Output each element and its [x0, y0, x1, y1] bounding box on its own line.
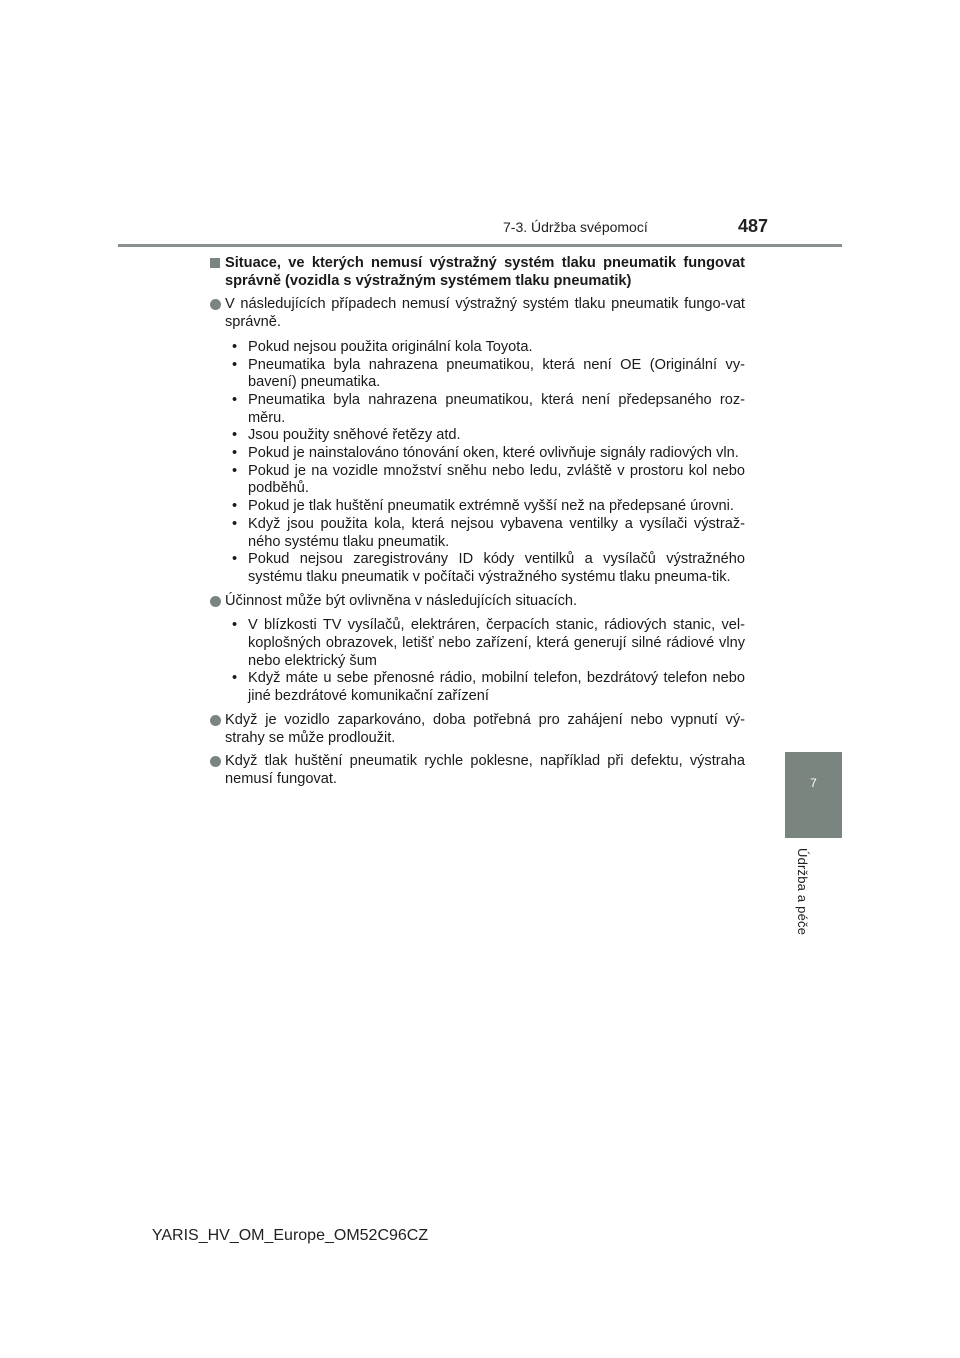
- sub-list-item-text: Když jsou použita kola, která nejsou vybavena ventilky a vysílači výstraž-ného systému tlaku pneumatik.: [248, 515, 745, 550]
- sub-list-item-text: Pokud je tlak huštění pneumatik extrémně vyšší než na předepsané úrovni.: [248, 498, 734, 515]
- sub-list-item: [210, 463, 745, 498]
- dot-bullet-icon: •: [232, 462, 238, 479]
- list-item-text: V následujících případech nemusí výstražný systém tlaku pneumatik fungo-vat správně.: [225, 296, 745, 331]
- dot-bullet-icon: •: [232, 498, 238, 515]
- circle-bullet-icon: [210, 596, 221, 607]
- dot-bullet-icon: •: [232, 670, 238, 687]
- sub-list-item: [210, 392, 745, 427]
- sub-list-item-text: Pokud je na vozidle množství sněhu nebo ledu, zvláště v prostoru kol nebo podběhů.: [248, 462, 745, 497]
- dot-bullet-icon: •: [232, 391, 238, 408]
- sub-list-item-text: Jsou použity sněhové řetězy atd.: [248, 427, 461, 444]
- section-heading: [210, 255, 745, 290]
- list-item-text: Když tlak huštění pneumatik rychle poklesne, například při defektu, výstraha nemusí fungovat.: [225, 753, 745, 787]
- sub-list-item: [210, 551, 745, 586]
- sub-list-item-text: Když máte u sebe přenosné rádio, mobilní telefon, bezdrátový telefon nebo jiné bezdrátové komunikační zařízení: [248, 670, 745, 705]
- sub-list-item-text: V blízkosti TV vysílačů, elektráren, čerpacích stanic, rádiových stanic, vel-koplošných obrazovek, letišť nebo zařízení, která generují silné rádiové vlny nebo elektrický šum: [248, 617, 745, 669]
- list-item: [210, 753, 745, 788]
- chapter-tab: [785, 752, 842, 838]
- dot-bullet-icon: •: [232, 617, 238, 634]
- sub-list-item: [210, 357, 745, 392]
- list-item-text: Když je vozidlo zaparkováno, doba potřebná pro zahájení nebo vypnutí vý-strahy se může prodloužit.: [225, 711, 745, 746]
- list-item: [210, 593, 745, 611]
- square-bullet-icon: [210, 258, 220, 268]
- circle-bullet-icon: [210, 715, 221, 726]
- sub-list-item: [210, 427, 745, 445]
- sub-list: [210, 617, 745, 706]
- header-section-title: 7-3. Údržba svépomocí: [503, 219, 648, 235]
- sub-list-item: [210, 617, 745, 670]
- sub-list-item-text: Pokud nejsou použita originální kola Toyota.: [248, 338, 533, 355]
- dot-bullet-icon: •: [232, 356, 238, 373]
- sub-list: [210, 339, 745, 587]
- list-item: [210, 712, 745, 747]
- section-heading-text: Situace, ve kterých nemusí výstražný systém tlaku pneumatik fungovat správně (vozidla s výstražným systémem tlaku pneumatik): [225, 255, 745, 289]
- dot-bullet-icon: •: [232, 427, 238, 444]
- sub-list-item: [210, 516, 745, 551]
- sub-list-item-text: Pokud nejsou zaregistrovány ID kódy ventilků a vysílačů výstražného systému tlaku pneumatik v počítači výstražného systému tlaku pneuma-tik.: [248, 551, 745, 585]
- chapter-number: 7: [810, 776, 817, 790]
- footer: [0, 1227, 960, 1245]
- sub-list-item: [210, 498, 745, 516]
- list-item-text: Účinnost může být ovlivněna v následujících situacích.: [225, 592, 578, 609]
- page-number: 487: [738, 216, 769, 236]
- dot-bullet-icon: •: [232, 551, 238, 568]
- dot-bullet-icon: •: [232, 445, 238, 462]
- circle-bullet-icon: [210, 756, 221, 767]
- sub-list-item: [210, 339, 745, 357]
- sub-list-item-text: Pneumatika byla nahrazena pneumatikou, která není předepsaného roz-měru.: [248, 391, 745, 426]
- sub-list-item: [210, 670, 745, 705]
- header-divider: [118, 244, 842, 247]
- dot-bullet-icon: •: [232, 338, 238, 355]
- chapter-side-label: Údržba a péče: [795, 848, 810, 936]
- sub-list-item: [210, 445, 745, 463]
- circle-bullet-icon: [210, 299, 221, 310]
- main-content: [210, 255, 745, 789]
- sub-list-item-text: Pokud je nainstalováno tónování oken, které ovlivňuje signály radiových vln.: [248, 445, 739, 462]
- footer-doc-id: YARIS_HV_OM_Europe_OM52C96CZ: [151, 1227, 429, 1244]
- sub-list-item-text: Pneumatika byla nahrazena pneumatikou, která není OE (Originální vy-bavení) pneumatika.: [248, 356, 745, 391]
- list-item: [210, 296, 745, 331]
- dot-bullet-icon: •: [232, 515, 238, 532]
